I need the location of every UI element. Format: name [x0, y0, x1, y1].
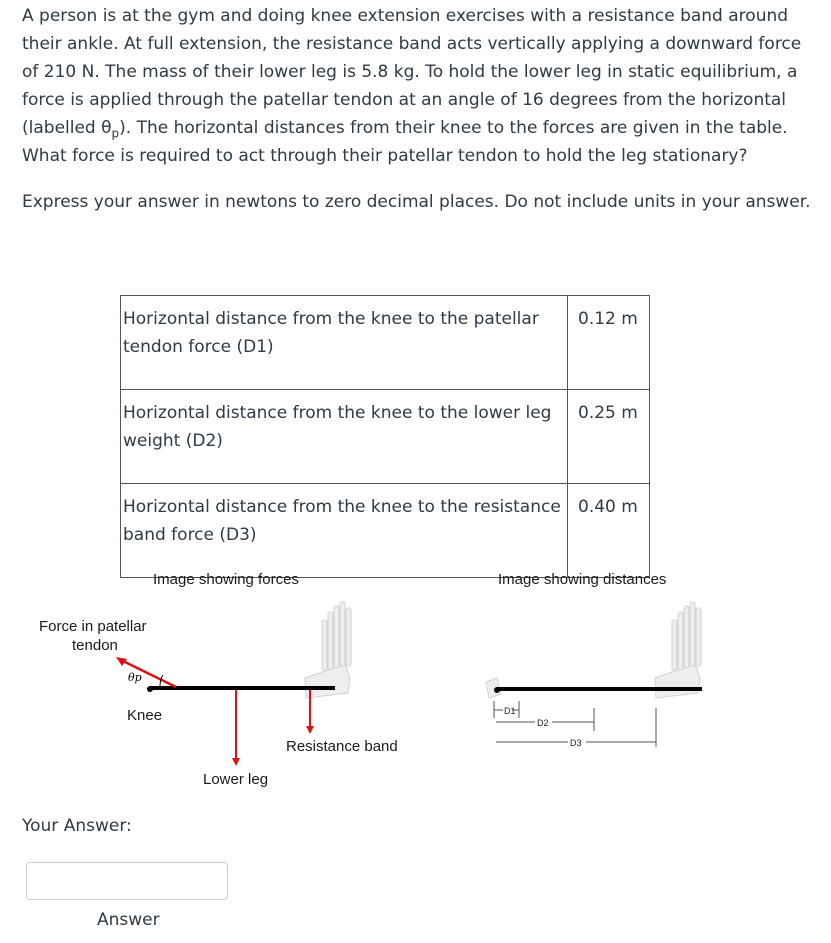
- table-cell-value: 0.40 m: [568, 484, 650, 578]
- foot-bones-icon: [305, 602, 351, 698]
- answer-input[interactable]: [26, 862, 228, 900]
- d1-label: D1: [504, 706, 516, 716]
- d3-label: D3: [570, 738, 582, 748]
- question-text: [22, 2, 812, 216]
- lower-leg-label: Lower leg: [203, 771, 269, 788]
- table-row: [121, 390, 650, 484]
- your-answer-label: Your Answer:: [22, 816, 132, 836]
- knee-point: [494, 687, 500, 693]
- table-cell-label: Horizontal distance from the knee to the resistance band force (D3): [121, 484, 568, 578]
- foot-bones-icon: [655, 602, 701, 698]
- resistance-band-label: Resistance band: [286, 738, 398, 755]
- tendon-label-line2: tendon: [72, 637, 118, 654]
- d2-label: D2: [537, 718, 549, 728]
- leg-diagram: [0, 560, 831, 800]
- answer-instructions: Express your answer in newtons to zero decimal places. Do not include units in your answer.: [22, 192, 811, 212]
- theta-subscript: p: [111, 126, 120, 141]
- question-paragraph: A person is at the gym and doing knee extension exercises with a resistance band around their ankle. At full extension, the resistance band acts vertically applying a downward force of 210 N. The mass of their lower leg is 5.8 kg. To hold the lower leg in static equilibrium, a force is applied through the patellar tendon at an angle of 16 degrees from the horizontal (labelled $\theta_p$). The horizontal distances from their knee to the forces are given in the table. What force is required to act through their patellar tendon to hold the leg stationary?: [22, 6, 802, 166]
- distances-figure-title: Image showing distances: [498, 571, 667, 588]
- knee-label: Knee: [127, 707, 163, 724]
- table-cell-label: Horizontal distance from the knee to the lower leg weight (D2): [121, 390, 568, 484]
- table-cell-label: Horizontal distance from the knee to the patellar tendon force (D1): [121, 296, 568, 390]
- tendon-label-line1: Force in patellar: [39, 618, 147, 635]
- table-row: [121, 296, 650, 390]
- table-cell-value: 0.25 m: [568, 390, 650, 484]
- angle-label: θp: [128, 671, 142, 684]
- distance-table: [120, 295, 650, 578]
- knee-point: [147, 686, 153, 692]
- forces-figure-title: Image showing forces: [153, 571, 299, 588]
- answer-label: Answer: [97, 910, 160, 930]
- table-cell-value: 0.12 m: [568, 296, 650, 390]
- diagram-graphics: [0, 560, 831, 800]
